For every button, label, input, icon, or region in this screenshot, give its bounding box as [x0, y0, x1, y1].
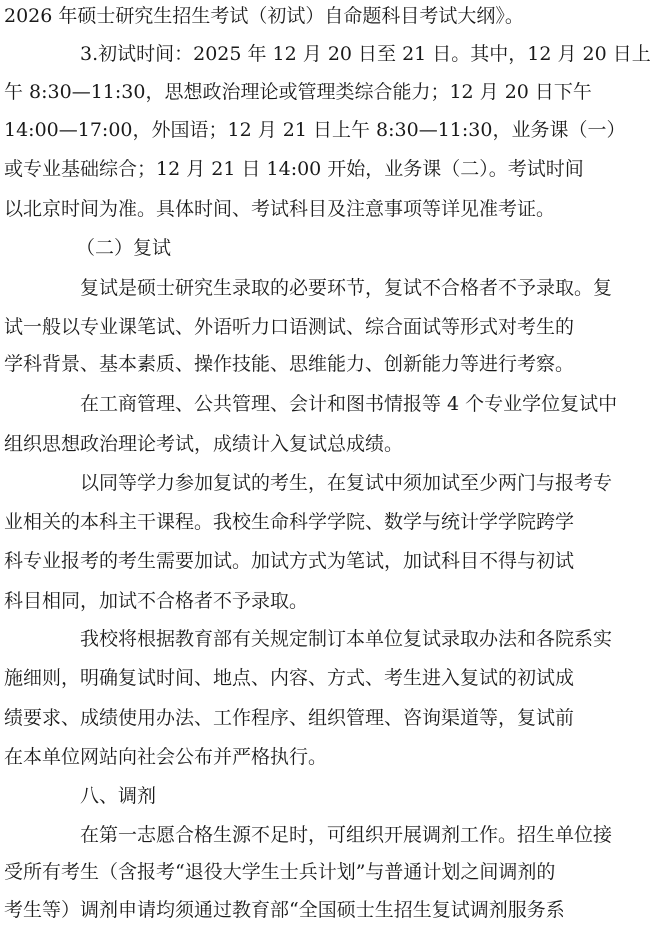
text-line: 科专业报考的考生需要加试。加试方式为笔试，加试科目不得与初试	[4, 550, 575, 572]
text-line: 考生等）调剂申请均须通过教育部“全国硕士生招生复试调剂服务系	[4, 899, 565, 921]
text-line: 午 8:30—11:30，思想政治理论或管理类综合能力；12 月 20 日下午	[4, 81, 592, 103]
text-line: 绩要求、成绩使用办法、工作程序、组织管理、咨询渠道等，复试前	[4, 707, 575, 729]
text-line: 以北京时间为准。具体时间、考试科目及注意事项等详见准考证。	[4, 198, 556, 220]
text-line: 以同等学力参加复试的考生，在复试中须加试至少两门与报考专	[80, 472, 613, 494]
text-line: 施细则，明确复试时间、地点、内容、方式、考生进入复试的初试成	[4, 667, 575, 689]
text-line: 试一般以专业课笔试、外语听力口语测试、综合面试等形式对考生的	[4, 316, 575, 338]
text-line: 在工商管理、公共管理、会计和图书情报等 4 个专业学位复试中	[80, 393, 618, 415]
text-line: 或专业基础综合；12 月 21 日 14:00 开始，业务课（二）。考试时间	[4, 158, 584, 180]
section-heading: 八、调剂	[80, 785, 157, 807]
text-line: 3.初试时间：2025 年 12 月 20 日至 21 日。其中，12 月 20 日上	[80, 43, 651, 65]
text-line: 科目相同，加试不合格者不予录取。	[4, 590, 309, 612]
text-line: 业相关的本科主干课程。我校生命科学学院、数学与统计学学院跨学	[4, 511, 575, 533]
text-line: 受所有考生（含报考“退役大学生士兵计划”与普通计划之间调剂的	[4, 861, 556, 883]
text-line: 在本单位网站向社会公布并严格执行。	[4, 746, 328, 768]
text-line: 学科背景、基本素质、操作技能、思维能力、创新能力等进行考察。	[4, 353, 575, 375]
text-line: 复试是硕士研究生录取的必要环节，复试不合格者不予录取。复	[80, 277, 613, 299]
text-line: 在第一志愿合格生源不足时，可组织开展调剂工作。招生单位接	[80, 824, 613, 846]
text-line: 2026 年硕士研究生招生考试（初试）自命题科目考试大纲》。	[4, 5, 524, 27]
text-line: 14:00—17:00，外国语；12 月 21 日上午 8:30—11:30，业务课（一）	[4, 119, 626, 141]
section-heading: （二）复试	[76, 237, 172, 259]
text-line: 组织思想政治理论考试，成绩计入复试总成绩。	[4, 433, 404, 455]
text-line: 我校将根据教育部有关规定制订本单位复试录取办法和各院系实	[80, 628, 613, 650]
